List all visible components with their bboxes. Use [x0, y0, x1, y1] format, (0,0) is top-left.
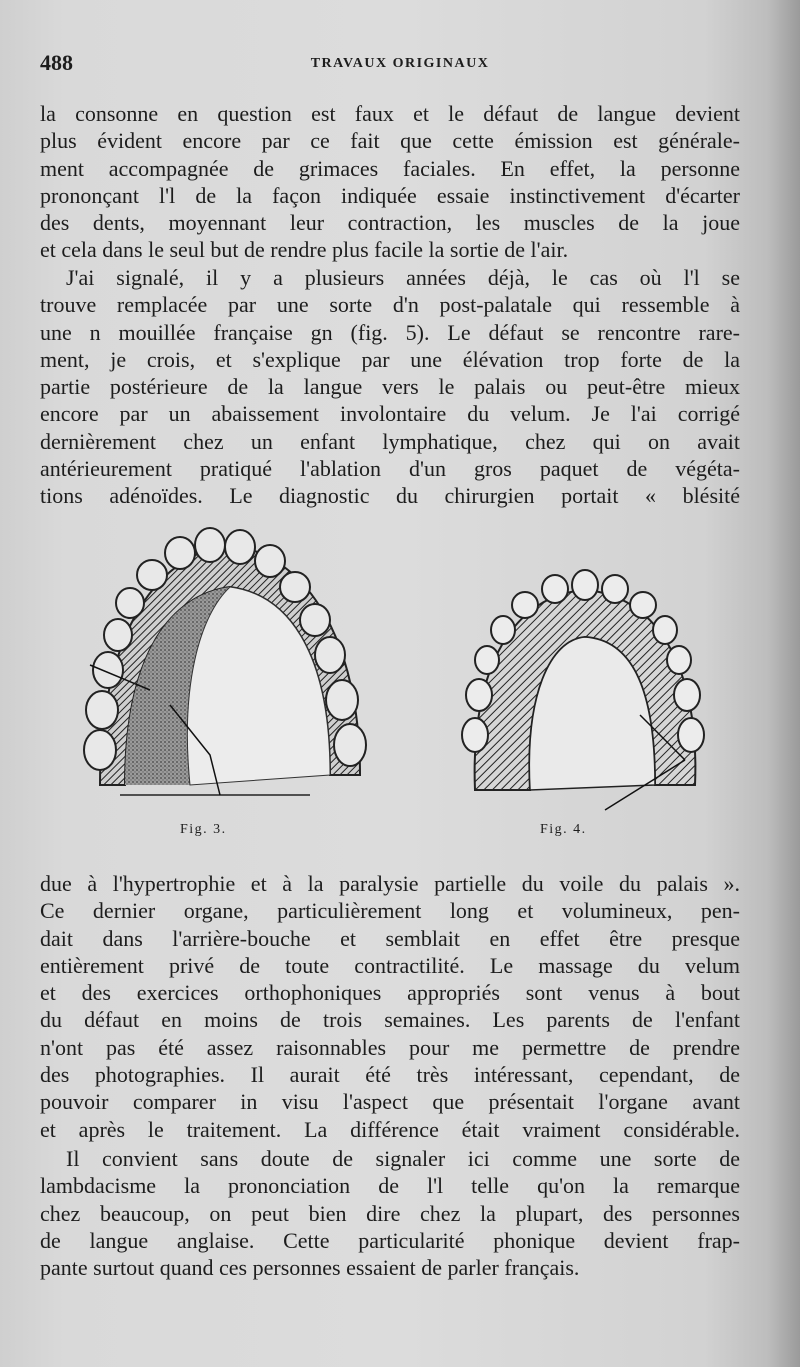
text-line: la consonne en question est faux et le défaut de langue devient: [40, 101, 740, 126]
text-line: dait dans l'arrière-bouche et semblait en effet être presque: [40, 925, 740, 951]
paragraph-3: [40, 870, 740, 1143]
figure-3-palate-drawing: [80, 525, 380, 815]
text-line: dernièrement chez un enfant lymphatique, chez qui on avait: [40, 428, 740, 454]
text-line: chez beaucoup, on peut bien dire chez la plupart, des personnes: [40, 1200, 740, 1226]
text-line: due à l'hypertrophie et à la paralysie partielle du voile du palais ».: [40, 871, 740, 896]
running-head: TRAVAUX ORIGINAUX: [310, 56, 490, 71]
text-line: Ce dernier organe, particulièrement long et volumineux, pen-: [40, 898, 740, 924]
page-header: [40, 50, 760, 80]
text-line: de langue anglaise. Cette particularité phonique devient frap-: [40, 1227, 740, 1253]
text-line: et après le traitement. La différence était vraiment considérable.: [40, 1116, 740, 1142]
figure-3-caption: Fig. 3.: [180, 822, 227, 837]
text-line: ment accompagnée de grimaces faciales. En effet, la personne: [40, 155, 740, 181]
text-line: trouve remplacée par une sorte d'n post-palatale qui ressemble à: [40, 292, 740, 318]
text-line: et cela dans le seul but de rendre plus facile la sortie de l'air.: [40, 237, 569, 263]
text-line: n'ont pas été assez raisonnables pour me permettre de prendre: [40, 1034, 740, 1060]
text-line: et des exercices orthophoniques appropriés sont venus à bout: [40, 980, 740, 1006]
page-number: 488: [40, 50, 73, 75]
text-line: pante surtout quand ces personnes essaient de parler français.: [40, 1255, 580, 1281]
paragraph-2: [40, 264, 740, 510]
text-line: lambdacisme la prononciation de l'l telle qu'on la remarque: [40, 1173, 740, 1199]
text-line: partie postérieure de la langue vers le palais ou peut-être mieux: [40, 374, 740, 400]
text-line: une n mouillée française gn (fig. 5). Le défaut se rencontre rare-: [40, 319, 740, 345]
text-line: entièrement privé de toute contractilité. Le massage du velum: [40, 952, 740, 978]
text-line: ment, je crois, et s'explique par une élévation trop forte de la: [40, 346, 740, 372]
figures: [80, 525, 740, 845]
text-line: du défaut en moins de trois semaines. Les parents de l'enfant: [40, 1007, 740, 1033]
text-line: pouvoir comparer in visu l'aspect que présentait l'organe avant: [40, 1089, 740, 1115]
paragraph-4: [40, 1145, 740, 1281]
text-line: des dents, moyennant leur contraction, les muscles de la joue: [40, 210, 740, 236]
text-line: antérieurement pratiqué l'ablation d'un gros paquet de végéta-: [40, 456, 740, 482]
figure-4-palate-drawing: [455, 555, 715, 815]
text-line: tions adénoïdes. Le diagnostic du chirurgien portait « blésité: [40, 483, 740, 509]
text-line: des photographies. Il aurait été très intéressant, cependant, de: [40, 1062, 740, 1088]
paragraph-1: [40, 100, 740, 264]
text-line: prononçant l'l de la façon indiquée essaie instinctivement d'écarter: [40, 182, 740, 208]
text-line: plus évident encore par ce fait que cette émission est générale-: [40, 128, 740, 154]
text-line: Il convient sans doute de signaler ici comme une sorte de: [66, 1146, 740, 1171]
text-line: J'ai signalé, il y a plusieurs années déjà, le cas où l'l se: [66, 265, 740, 290]
figure-4-caption: Fig. 4.: [540, 822, 587, 837]
text-line: encore par un abaissement involontaire du velum. Je l'ai corrigé: [40, 401, 740, 427]
